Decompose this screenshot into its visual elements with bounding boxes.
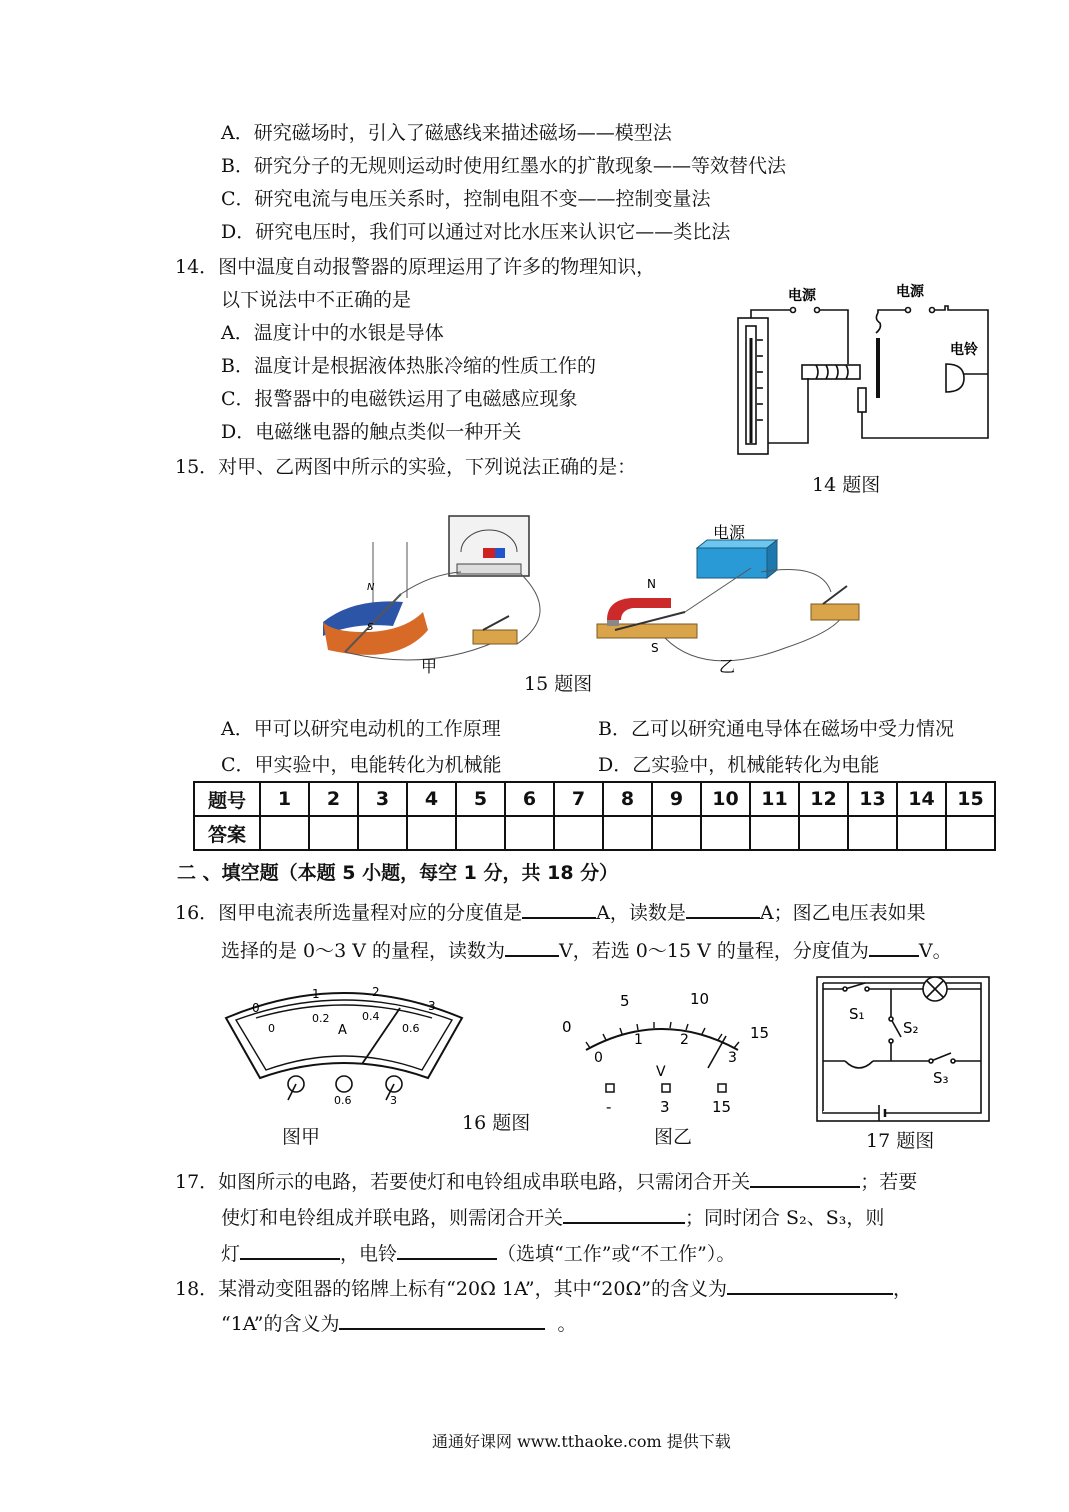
- answer-cell[interactable]: [652, 816, 701, 850]
- ammeter-terminal-0.6: [336, 1076, 352, 1092]
- answer-cell[interactable]: [603, 816, 652, 850]
- q16-label-jia: 图甲: [282, 1126, 321, 1148]
- q15-option-b: B．乙可以研究通电导体在磁场中受力情况: [598, 718, 954, 740]
- q16-caption: 16 题图: [462, 1112, 531, 1134]
- answer-cell[interactable]: [358, 816, 407, 850]
- answer-table-number: 2: [309, 782, 358, 816]
- q18-blank-2[interactable]: [339, 1310, 545, 1330]
- q16-ammeter-figure: [222, 978, 467, 1108]
- answer-table-number: 14: [897, 782, 946, 816]
- answer-cell[interactable]: [260, 816, 309, 850]
- q14-figure-alarm-circuit: [730, 278, 1000, 463]
- q15-option-c: C．甲实验中，电能转化为机械能: [221, 754, 502, 776]
- ammeter-lower-tick: 0: [268, 1022, 275, 1035]
- q15-figure: [315, 512, 875, 680]
- q15-fig-jia: [323, 516, 540, 660]
- answer-table-number: 7: [554, 782, 603, 816]
- ammeter-lower-tick: 0.2: [312, 1012, 330, 1025]
- q18-text-1b: ，: [892, 1278, 912, 1300]
- voltmeter-lower-tick: 2: [680, 1032, 689, 1048]
- q18-text-2b: 。: [557, 1313, 577, 1335]
- q16-text-1a: 16．图甲电流表所选量程对应的分度值是: [175, 902, 523, 924]
- answer-table-number: 1: [260, 782, 309, 816]
- answer-cell[interactable]: [848, 816, 897, 850]
- q14-power2-label: 电源: [896, 284, 924, 300]
- q18-blank-1[interactable]: [727, 1275, 893, 1295]
- q13-option-a: A．研究磁场时，引入了磁感线来描述磁场——模型法: [221, 122, 672, 144]
- ammeter-upper-tick: 1: [312, 987, 320, 1001]
- ammeter-terminal-label: 3: [390, 1094, 397, 1107]
- q17-s3-label: S₃: [933, 1069, 949, 1087]
- answer-table-number: 10: [701, 782, 750, 816]
- q14-option-a: A．温度计中的水银是导体: [221, 322, 444, 344]
- q13-option-d: D．研究电压时，我们可以通过对比水压来认识它——类比法: [221, 221, 731, 243]
- voltmeter-lower-tick: 3: [728, 1050, 737, 1066]
- answer-table-number: 11: [750, 782, 799, 816]
- q14-bell-label: 电铃: [950, 342, 978, 358]
- q15-caption: 15 题图: [524, 673, 593, 695]
- q15-option-a: A．甲可以研究电动机的工作原理: [221, 718, 501, 740]
- voltmeter-lower-tick: 0: [594, 1050, 603, 1066]
- answer-cell[interactable]: [750, 816, 799, 850]
- ammeter-upper-tick: 3: [428, 999, 436, 1013]
- q16-blank-3[interactable]: [505, 937, 559, 957]
- answer-table-answer-row: [194, 816, 995, 850]
- answer-table: [193, 781, 996, 851]
- voltmeter-upper-tick: 15: [750, 1024, 770, 1042]
- footer-source: 通通好课网 www.tthaoke.com 提供下载: [432, 1432, 731, 1451]
- q14-option-c: C．报警器中的电磁铁运用了电磁感应现象: [221, 388, 578, 410]
- q16-text-2a: 选择的是 0～3 V 的量程，读数为: [221, 940, 506, 962]
- answer-table-number: 12: [799, 782, 848, 816]
- answer-table-header-answer: 答案: [194, 816, 260, 850]
- q17-caption: 17 题图: [866, 1130, 935, 1152]
- q18-line1: [175, 1275, 912, 1301]
- q14-power1-label: 电源: [788, 288, 816, 304]
- voltmeter-upper-tick: 5: [620, 992, 630, 1010]
- q13-option-b: B．研究分子的无规则运动时使用红墨水的扩散现象——等效替代法: [221, 155, 786, 177]
- q16-blank-1[interactable]: [522, 899, 596, 919]
- q16-blank-2[interactable]: [686, 899, 760, 919]
- q17-text-1b: ；若要: [860, 1171, 918, 1193]
- answer-cell[interactable]: [407, 816, 456, 850]
- q14-option-b: B．温度计是根据液体热胀冷缩的性质工作的: [221, 355, 596, 377]
- q13-option-c: C．研究电流与电压关系时，控制电阻不变——控制变量法: [221, 188, 711, 210]
- q17-blank-3[interactable]: [240, 1240, 340, 1260]
- answer-cell[interactable]: [897, 816, 946, 850]
- voltmeter-terminal-15: [718, 1084, 726, 1092]
- q17-text-2a: 使灯和电铃组成并联电路，则需闭合开关: [221, 1207, 564, 1229]
- voltmeter-unit: V: [656, 1064, 666, 1080]
- q16-line1: [175, 899, 926, 925]
- q17-line1: [175, 1168, 917, 1194]
- q16-line2: [221, 937, 952, 963]
- q16-voltmeter-figure: [558, 988, 783, 1113]
- q16-text-2c: V。: [918, 940, 952, 962]
- voltmeter-terminal-label: -: [606, 1098, 612, 1113]
- answer-table-number: 6: [505, 782, 554, 816]
- q14-caption: 14 题图: [812, 474, 881, 496]
- q17-blank-2[interactable]: [563, 1204, 685, 1224]
- q16-blank-4[interactable]: [869, 937, 919, 957]
- q17-text-3c: （选填“工作”或“不工作”）。: [497, 1243, 736, 1265]
- answer-table-number: 3: [358, 782, 407, 816]
- q14-option-d: D．电磁继电器的触点类似一种开关: [221, 421, 522, 443]
- answer-cell[interactable]: [309, 816, 358, 850]
- q17-text-1a: 17．如图所示的电路，若要使灯和电铃组成串联电路，只需闭合开关: [175, 1171, 751, 1193]
- q17-text-3a: 灯: [221, 1243, 241, 1265]
- q16-label-yi: 图乙: [654, 1126, 693, 1148]
- q15-fig-yi: [597, 523, 859, 661]
- answer-table-number: 5: [456, 782, 505, 816]
- voltmeter-terminal-label: 3: [660, 1098, 670, 1113]
- q17-s2-label: S₂: [903, 1019, 919, 1037]
- ammeter-upper-tick: 2: [372, 985, 380, 999]
- q17-text-2b: ；同时闭合 S₂、S₃，则: [685, 1207, 885, 1229]
- q17-s1-label: S₁: [849, 1005, 865, 1023]
- q17-line2: [221, 1204, 884, 1230]
- section2-title: 二 、填空题（本题 5 小题，每空 1 分，共 18 分）: [177, 862, 619, 884]
- q15-option-d: D．乙实验中，机械能转化为电能: [598, 754, 880, 776]
- q18-line2: [221, 1310, 576, 1336]
- q15-jia-n-label: N: [367, 582, 375, 593]
- answer-table-number: 8: [603, 782, 652, 816]
- q15-label-jia: 甲: [421, 657, 438, 676]
- voltmeter-upper-tick: 10: [690, 990, 710, 1008]
- answer-cell[interactable]: [799, 816, 848, 850]
- ammeter-unit: A: [338, 1023, 347, 1038]
- ammeter-terminal-label: 0.6: [334, 1094, 352, 1107]
- voltmeter-terminal-3: [662, 1084, 670, 1092]
- answer-cell[interactable]: [701, 816, 750, 850]
- ammeter-lower-tick: 0.6: [402, 1022, 420, 1035]
- answer-table-number: 15: [946, 782, 995, 816]
- q18-text-2a: “1A”的含义为: [221, 1313, 340, 1335]
- q15-label-yi: 乙: [719, 657, 736, 676]
- ammeter-upper-tick: 0: [252, 1001, 260, 1015]
- q18-text-1a: 18．某滑动变阻器的铭牌上标有“20Ω 1A”，其中“20Ω”的含义为: [175, 1278, 727, 1300]
- voltmeter-upper-tick: 0: [562, 1018, 572, 1036]
- q15-yi-s-label: S: [651, 641, 659, 655]
- answer-table-number-row: [194, 782, 995, 816]
- q16-text-1b: A，读数是: [596, 902, 686, 924]
- q17-line3: [221, 1240, 735, 1266]
- q17-circuit-figure: [815, 975, 995, 1125]
- q17-blank-1[interactable]: [750, 1168, 860, 1188]
- q15-stem: 15．对甲、乙两图中所示的实验，下列说法正确的是：: [175, 456, 637, 478]
- answer-cell[interactable]: [505, 816, 554, 850]
- q14-stem-line1: 14．图中温度自动报警器的原理运用了许多的物理知识，: [175, 256, 656, 278]
- answer-table-number: 9: [652, 782, 701, 816]
- voltmeter-terminal-negative: [606, 1084, 614, 1092]
- ammeter-lower-tick: 0.4: [362, 1010, 380, 1023]
- q14-stem-line2: 以下说法中不正确的是: [221, 289, 412, 311]
- q16-text-1c: A；图乙电压表如果: [759, 902, 926, 924]
- q15-jia-s-label: S: [367, 622, 374, 633]
- answer-table-number: 13: [848, 782, 897, 816]
- q15-power-label: 电源: [713, 523, 746, 542]
- answer-table-header-number: 题号: [194, 782, 260, 816]
- q17-text-3b: ，电铃: [340, 1243, 398, 1265]
- answer-cell[interactable]: [456, 816, 505, 850]
- answer-table-number: 4: [407, 782, 456, 816]
- q17-blank-4[interactable]: [397, 1240, 497, 1260]
- q16-text-2b: V，若选 0～15 V 的量程，分度值为: [559, 940, 869, 962]
- voltmeter-terminal-label: 15: [712, 1098, 732, 1113]
- q15-yi-n-label: N: [647, 577, 656, 591]
- voltmeter-lower-tick: 1: [634, 1032, 643, 1048]
- answer-cell[interactable]: [554, 816, 603, 850]
- answer-cell[interactable]: [946, 816, 995, 850]
